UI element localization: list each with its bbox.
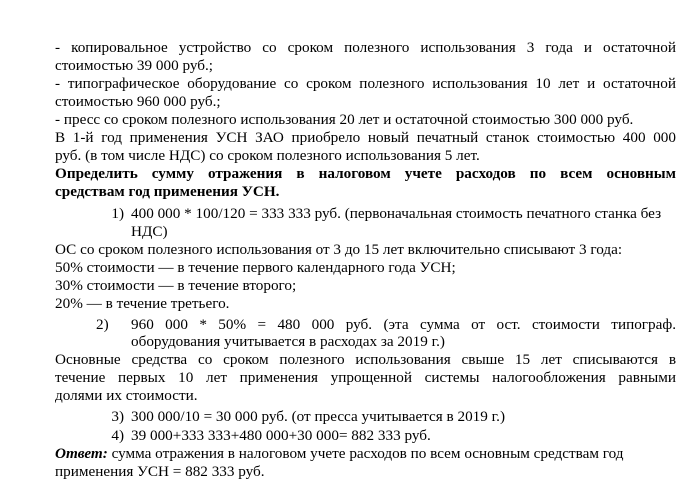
list-item-number: 4) xyxy=(111,427,124,444)
list-item-number: 3) xyxy=(111,408,124,425)
task-heading: Определить сумму отражения в налоговом учете расходов по всем основным xyxy=(55,165,676,182)
text-line: 30% стоимости — в течение второго; xyxy=(55,277,297,294)
answer-text: сумма отражения в налоговом учете расходов по всем основным средствам год xyxy=(107,445,624,462)
text-line: стоимостью 39 000 руб.; xyxy=(55,57,214,74)
list-item-number: 1) xyxy=(111,205,124,222)
list-item-continuation: оборудования учитывается в расходах за 2019 г.) xyxy=(131,333,445,350)
text-line: долями их стоимости. xyxy=(55,387,198,404)
text-line: течение первых 10 лет применения упрощенной системы налогообложения равными xyxy=(55,369,676,386)
text-line: ОС со сроком полезного использования от 3 до 15 лет включительно списывают 3 года: xyxy=(55,241,623,258)
answer-continuation: применения УСН = 882 333 руб. xyxy=(55,463,265,480)
task-heading: средствам год применения УСН. xyxy=(55,183,280,200)
text-line: руб. (в том числе НДС) со сроком полезного использования 5 лет. xyxy=(55,147,480,164)
text-line: - пресс со сроком полезного использования 20 лет и остаточной стоимостью 300 000 руб. xyxy=(55,111,634,128)
list-item-text: 300 000/10 = 30 000 руб. (от пресса учитывается в 2019 г.) xyxy=(131,408,506,425)
list-item xyxy=(96,408,676,426)
list-item xyxy=(96,427,676,445)
text-line: 50% стоимости — в течение первого календарного года УСН; xyxy=(55,259,456,276)
list-item-continuation: НДС) xyxy=(131,223,168,240)
text-line: В 1-й год применения УСН ЗАО приобрело новый печатный станок стоимостью 400 000 xyxy=(55,129,676,146)
list-item xyxy=(96,205,676,223)
list-item-text: 960 000 * 50% = 480 000 руб. (эта сумма от ост. стоимости типограф. xyxy=(131,316,676,333)
list-item-number: 2) xyxy=(96,316,109,333)
text-line: 20% — в течение третьего. xyxy=(55,295,230,312)
list-item-text: 400 000 * 100/120 = 333 333 руб. (первоначальная стоимость печатного станка без xyxy=(131,205,662,222)
text-line: Основные средства со сроком полезного использования свыше 15 лет списываются в xyxy=(55,351,676,368)
list-item xyxy=(96,316,676,334)
list-item-text: 39 000+333 333+480 000+30 000= 882 333 руб. xyxy=(131,427,431,444)
answer-label: Ответ: xyxy=(55,445,108,462)
text-line: - копировальное устройство со сроком полезного использования 3 года и остаточной xyxy=(55,39,676,56)
text-line: стоимостью 960 000 руб.; xyxy=(55,93,221,110)
text-line: - типографическое оборудование со сроком полезного использования 10 лет и остаточной xyxy=(55,75,676,92)
answer-line xyxy=(55,445,676,463)
